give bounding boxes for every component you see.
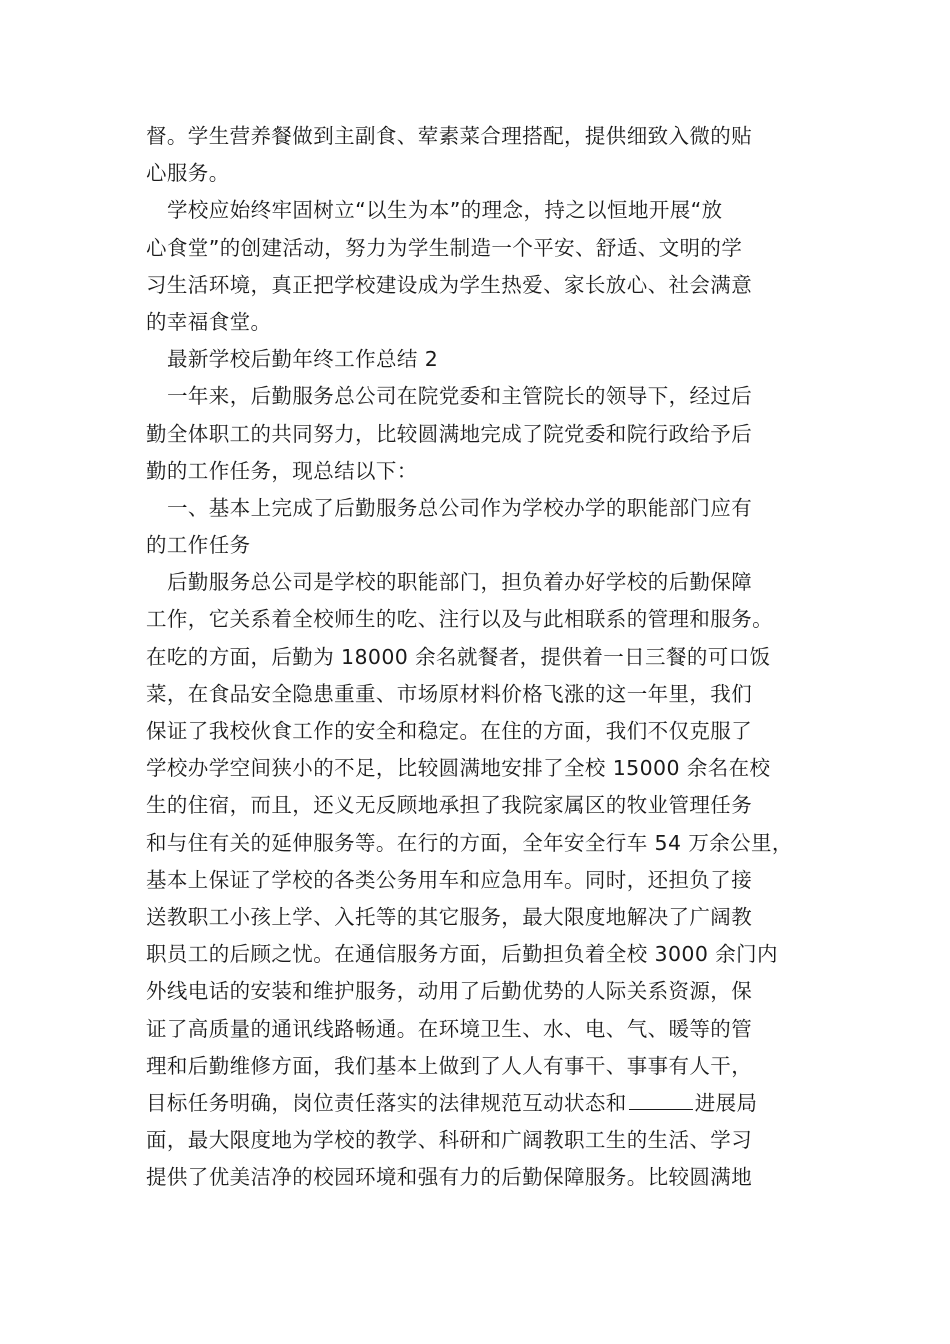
section-heading: 最新学校后勤年终工作总结 2 bbox=[167, 347, 439, 372]
text-line: 职员工的后顾之忧。在通信服务方面，后勤担负着全校 3000 余门内 bbox=[146, 942, 778, 967]
text-line: 工作，它关系着全校师生的吃、注行以及与此相联系的管理和服务。 bbox=[146, 607, 773, 632]
text-line: 一年来，后勤服务总公司在院党委和主管院长的领导下，经过后 bbox=[167, 384, 753, 409]
text-line: 的幸福食堂。 bbox=[146, 309, 272, 334]
document-body bbox=[146, 118, 810, 1196]
text-line: 生的住宿，而且，还义无反顾地承担了我院家属区的牧业管理任务 bbox=[146, 793, 753, 818]
text-line: 理和后勤维修方面，我们基本上做到了人人有事干、事事有人干， bbox=[146, 1053, 753, 1078]
text-line: 学校办学空间狭小的不足，比较圆满地安排了全校 15000 余名在校 bbox=[146, 756, 771, 781]
text-line-with-blank bbox=[146, 1085, 810, 1122]
text-line: 的工作任务 bbox=[146, 533, 251, 558]
text-line: 心食堂”的创建活动，努力为学生制造一个平安、舒适、文明的学 bbox=[146, 235, 743, 260]
text-segment: 目标任务明确，岗位责任落实的法律规范互动状态和 bbox=[146, 1090, 627, 1115]
text-line: 菜，在食品安全隐患重重、市场原材料价格飞涨的这一年里，我们 bbox=[146, 681, 753, 706]
text-line: 勤全体职工的共同努力，比较圆满地完成了院党委和院行政给予后 bbox=[146, 421, 753, 446]
text-line: 基本上保证了学校的各类公务用车和应急用车。同时，还担负了接 bbox=[146, 867, 753, 892]
text-line: 一、基本上完成了后勤服务总公司作为学校办学的职能部门应有 bbox=[167, 495, 753, 520]
text-line: 提供了优美洁净的校园环境和强有力的后勤保障服务。比较圆满地 bbox=[146, 1165, 753, 1190]
text-line: 和与住有关的延伸服务等。在行的方面，全年安全行车 54 万余公里， bbox=[146, 830, 793, 855]
text-line: 保证了我校伙食工作的安全和稳定。在住的方面，我们不仅克服了 bbox=[146, 719, 753, 743]
text-line: 在吃的方面，后勤为 18000 余名就餐者，提供着一日三餐的可口饭 bbox=[146, 644, 771, 669]
fill-in-blank bbox=[629, 1087, 693, 1110]
text-line: 后勤服务总公司是学校的职能部门，担负着办好学校的后勤保障 bbox=[167, 570, 753, 595]
text-line: 面，最大限度地为学校的教学、科研和广阔教职工生的生活、学习 bbox=[146, 1128, 753, 1153]
text-line: 督。学生营养餐做到主副食、荤素菜合理搭配，提供细致入微的贴 bbox=[146, 124, 753, 148]
text-line: 学校应始终牢固树立“以生为本”的理念，持之以恒地开展“放 bbox=[167, 198, 723, 223]
text-line: 心服务。 bbox=[146, 161, 230, 186]
text-segment: 进展局 bbox=[694, 1090, 758, 1115]
text-line: 勤的工作任务，现总结以下： bbox=[146, 458, 418, 483]
text-line: 外线电话的安装和维护服务，动用了后勤优势的人际关系资源，保 bbox=[146, 979, 753, 1004]
text-line: 送教职工小孩上学、入托等的其它服务，最大限度地解决了广阔教 bbox=[146, 904, 753, 929]
text-line: 证了高质量的通讯线路畅通。在环境卫生、水、电、气、暖等的管 bbox=[146, 1016, 753, 1041]
text-line: 习生活环境，真正把学校建设成为学生热爱、家长放心、社会满意 bbox=[146, 272, 753, 297]
